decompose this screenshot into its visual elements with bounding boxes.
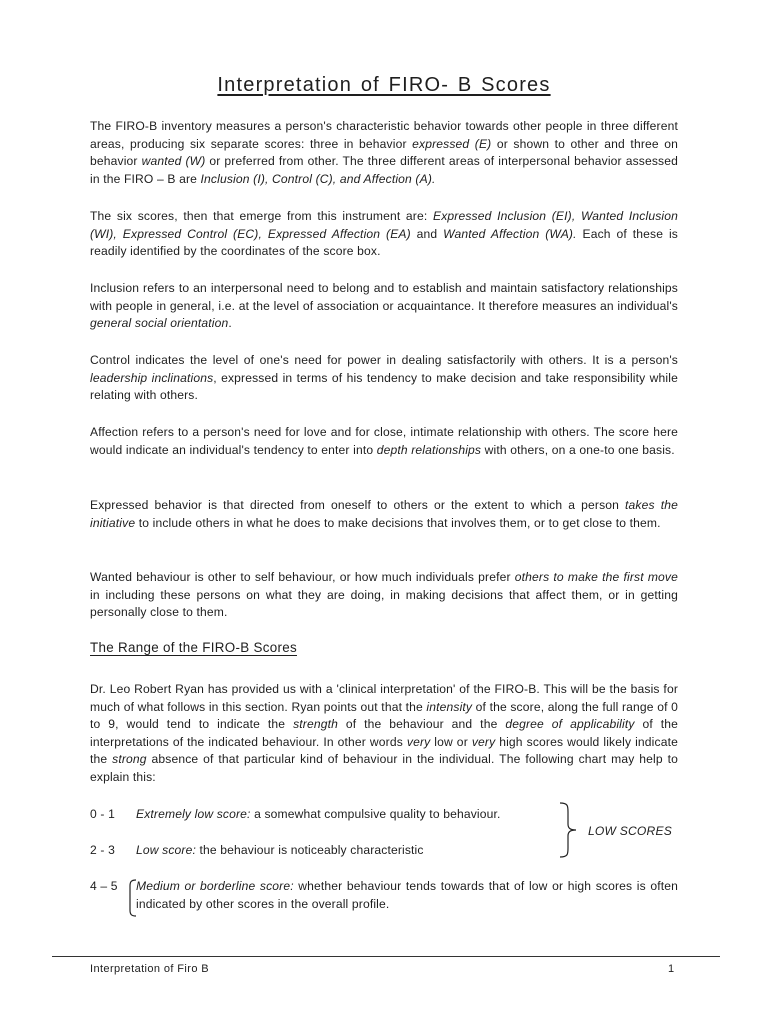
italic-run: Inclusion (I), Control (C), and Affection (A).	[200, 171, 436, 186]
paragraph-ryan-interpretation	[90, 681, 678, 787]
footer-title: Interpretation of Firo B	[90, 963, 210, 975]
paragraph-six-scores	[90, 208, 678, 261]
page-title: Interpretation of FIRO- B Scores	[217, 74, 551, 96]
text-run: absence of that particular kind of behaviour in the individual. The following chart may help to explain this:	[90, 752, 678, 784]
italic-run: intensity	[426, 699, 473, 714]
text-run: Control indicates the level of one's need for power in dealing satisfactorily with others. It is a person's	[90, 353, 678, 367]
text-run: .	[228, 316, 232, 331]
text-run: and	[410, 226, 444, 241]
text-run: of the behaviour and the	[337, 717, 506, 732]
text-run: Dr. Leo Robert Ryan has provided us with a 'clinical interpretation' of the FIRO-B. This will be the basis for much of what follows in this section. Ryan points out that the	[90, 682, 678, 714]
italic-run: wanted (W)	[141, 154, 206, 169]
score-row-extremely-low	[90, 806, 501, 824]
paragraph-inclusion	[90, 280, 678, 333]
section-heading-range: The Range of the FIRO-B Scores	[90, 640, 297, 655]
italic-run: others to make the first move	[514, 570, 678, 584]
italic-run: takes the initiative	[90, 498, 678, 530]
text-run: Affection refers to a person's need for love and for close, intimate relationship with others. The score here would indicate an individual's tendency to enter into	[90, 425, 678, 457]
score-label: Low score:	[136, 843, 196, 857]
score-row-medium	[90, 878, 678, 918]
score-range: 2 - 3	[90, 843, 115, 857]
score-description: whether behaviour tends towards that of low or high scores is often indicated by other scores in the overall profile.	[136, 879, 678, 911]
italic-run: very	[406, 734, 431, 749]
text-run: Each of these is readily identified by the coordinates of the score box.	[90, 226, 678, 259]
score-description: a somewhat compulsive quality to behaviour.	[250, 807, 501, 821]
paragraph-control	[90, 352, 678, 405]
italic-run: expressed (E)	[412, 136, 492, 151]
score-description: the behaviour is noticeably characteristic	[195, 843, 424, 857]
italic-run: very	[471, 734, 496, 749]
text-run: low or	[430, 734, 472, 749]
text-run: with others, on a one-to one basis.	[481, 442, 675, 457]
score-label: Medium or borderline score:	[136, 879, 294, 893]
text-run: Inclusion refers to an interpersonal need to belong and to establish and maintain satisfactory relationships with people in general, i.e. at the level of association or acquaintance. It therefore measures an individual's	[90, 281, 678, 313]
text-run: to include others in what he does to make decisions that involves them, or to get close to them.	[135, 515, 661, 530]
score-range: 4 – 5	[90, 879, 118, 893]
low-scores-label: LOW SCORES	[588, 824, 672, 838]
text-run: or shown to other and three on behavior	[90, 136, 678, 169]
paragraph-affection	[90, 424, 678, 459]
text-run: , expressed in terms of his tendency to make decision and take responsibility while relating with others.	[90, 370, 678, 403]
right-curly-brace-icon	[558, 802, 582, 858]
italic-run: Expressed Inclusion (EI), Wanted Inclusion (WI), Expressed Control (EC), Expressed Affection (EA)	[90, 209, 678, 241]
page-number: 1	[668, 963, 675, 975]
text-run: or preferred from other. The three different areas of interpersonal behavior assessed in the FIRO – B are	[90, 154, 678, 186]
text-run: Expressed behavior is that directed from oneself to others or the extent to which a person	[90, 498, 626, 512]
italic-run: degree of applicability	[505, 717, 635, 732]
score-label: Extremely low score:	[136, 807, 251, 821]
paragraph-expressed-behavior	[90, 497, 678, 532]
text-run: The FIRO-B inventory measures a person's characteristic behavior towards other people in three different areas, producing six separate scores: three in behavior	[90, 119, 678, 151]
text-run: of the score, along the full range of 0 to 9, would tend to indicate the	[90, 699, 678, 732]
italic-run: depth relationships	[376, 442, 482, 457]
italic-run: leadership inclinations	[90, 370, 214, 385]
text-run: in including these persons on what they are doing, in making decisions that affect them, or in getting personally close to them.	[90, 587, 678, 620]
paragraph-wanted-behaviour	[90, 569, 678, 622]
text-run: The six scores, then that emerge from this instrument are:	[90, 209, 433, 223]
italic-run: general social orientation	[90, 316, 229, 331]
italic-run: strong	[112, 752, 147, 767]
text-run: high scores would likely indicate the	[90, 734, 678, 767]
footer-divider	[52, 956, 720, 957]
score-row-low	[90, 842, 424, 860]
text-run: Wanted behaviour is other to self behaviour, or how much individuals prefer	[90, 570, 515, 584]
score-text	[136, 878, 678, 913]
score-range: 0 - 1	[90, 807, 115, 821]
italic-run: Wanted Affection (WA).	[443, 226, 577, 241]
italic-run: strength	[293, 717, 338, 732]
paragraph-firo-overview	[90, 118, 678, 188]
text-run: of the interpretations of the indicated behaviour. In other words	[90, 717, 678, 749]
